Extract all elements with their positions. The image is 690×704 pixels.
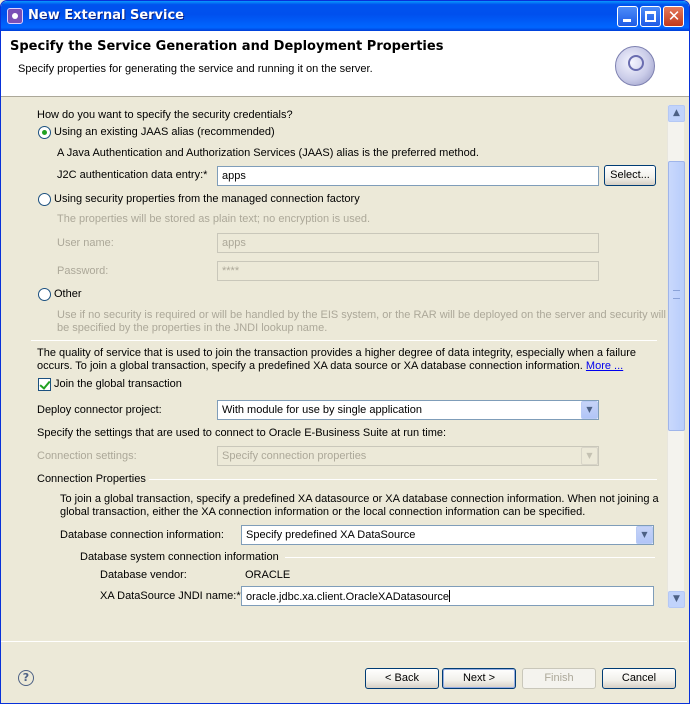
db-connection-info-value: Specify predefined XA DataSource xyxy=(246,529,416,541)
minimize-button[interactable] xyxy=(617,6,638,27)
db-vendor-value: ORACLE xyxy=(245,569,291,581)
back-button[interactable]: < Back xyxy=(365,668,439,689)
group-divider xyxy=(285,557,655,558)
deploy-select-value: With module for use by single application xyxy=(222,404,422,416)
chevron-down-icon: ▼ xyxy=(581,447,598,465)
next-button[interactable]: Next > xyxy=(442,668,516,689)
radio-jaas-label[interactable]: Using an existing JAAS alias (recommended) xyxy=(54,126,275,138)
radio-other-label[interactable]: Other xyxy=(54,288,82,300)
jaas-description: A Java Authentication and Authorization Services (JAAS) alias is the preferred method. xyxy=(57,147,479,159)
scrollbar-thumb[interactable] xyxy=(668,161,685,431)
vertical-scrollbar[interactable] xyxy=(667,105,684,608)
other-description-line1: Use if no security is required or will be handled by the EIS system, or the RAR will be deployed on the server and security will xyxy=(57,309,666,321)
page-title: Specify the Service Generation and Deployment Properties xyxy=(10,39,444,54)
j2c-input[interactable]: apps xyxy=(217,166,599,186)
radio-jaas[interactable] xyxy=(38,126,51,139)
close-button[interactable] xyxy=(663,6,684,27)
jndi-name-label: XA DataSource JNDI name:* xyxy=(100,590,241,602)
join-transaction-checkbox[interactable] xyxy=(38,378,51,391)
minimize-icon xyxy=(623,19,631,22)
window-title: New External Service xyxy=(28,8,184,23)
title-bar[interactable] xyxy=(1,1,689,31)
radio-mcf-label[interactable]: Using security properties from the managed connection factory xyxy=(54,193,360,205)
connection-settings-select[interactable] xyxy=(217,446,599,466)
jndi-name-input[interactable]: oracle.jdbc.xa.client.OracleXADatasource xyxy=(241,586,654,606)
chevron-down-icon[interactable]: ▼ xyxy=(581,401,598,419)
radio-other[interactable] xyxy=(38,288,51,301)
cancel-button[interactable]: Cancel xyxy=(602,668,676,689)
user-name-input[interactable]: apps xyxy=(217,233,599,253)
maximize-icon xyxy=(645,11,656,22)
more-link[interactable]: More ... xyxy=(585,360,624,372)
wizard-header xyxy=(1,31,689,97)
settings-description: Specify the settings that are used to connect to Oracle E-Business Suite at run time: xyxy=(37,427,447,439)
close-icon: ✕ xyxy=(667,7,681,25)
other-description-line2: be specified by the properties in the JNDI lookup name. xyxy=(57,322,328,334)
join-transaction-label[interactable]: Join the global transaction xyxy=(54,378,182,390)
connection-properties-desc-line1: To join a global transaction, specify a predefined XA datasource or XA database connection information. When not joining a xyxy=(60,493,659,505)
radio-mcf[interactable] xyxy=(38,193,51,206)
transaction-description-line2: occurs. To join a global transaction, specify a predefined XA data source or XA database connection information. More ... xyxy=(37,360,624,372)
j2c-label: J2C authentication data entry:* xyxy=(57,169,208,181)
db-vendor-label: Database vendor: xyxy=(100,569,187,581)
user-name-label: User name: xyxy=(57,237,114,249)
app-icon xyxy=(7,8,23,24)
maximize-button[interactable] xyxy=(640,6,661,27)
security-question: How do you want to specify the security credentials? xyxy=(37,109,293,121)
finish-button[interactable]: Finish xyxy=(522,668,596,689)
password-input[interactable]: **** xyxy=(217,261,599,281)
group-divider xyxy=(149,479,657,480)
help-icon[interactable]: ? xyxy=(18,670,34,686)
db-connection-info-label: Database connection information: xyxy=(60,529,224,541)
db-system-group-title: Database system connection information xyxy=(80,551,279,563)
mcf-description: The properties will be stored as plain text; no encryption is used. xyxy=(57,213,371,225)
connection-properties-desc-line2: global transaction, either the XA connection information or the local connection information can be specified. xyxy=(60,506,586,518)
divider xyxy=(31,340,657,341)
chevron-down-icon[interactable]: ▼ xyxy=(636,526,653,544)
deploy-select[interactable] xyxy=(217,400,599,420)
chevron-up-icon[interactable]: ▲ xyxy=(668,105,685,122)
deploy-label: Deploy connector project: xyxy=(37,404,162,416)
password-label: Password: xyxy=(57,265,109,277)
page-description: Specify properties for generating the service and running it on the server. xyxy=(18,63,373,75)
wizard-banner-icon xyxy=(615,46,655,86)
footer-divider xyxy=(1,641,687,642)
db-connection-info-select[interactable] xyxy=(241,525,654,545)
connection-properties-title: Connection Properties xyxy=(37,473,146,485)
transaction-description-line1: The quality of service that is used to join the transaction provides a higher degree of data integrity, especially when a failure xyxy=(37,347,637,359)
select-button[interactable]: Select... xyxy=(604,165,656,186)
connection-settings-value: Specify connection properties xyxy=(222,450,367,462)
chevron-down-icon[interactable]: ▼ xyxy=(668,591,685,608)
connection-settings-label: Connection settings: xyxy=(37,450,137,462)
